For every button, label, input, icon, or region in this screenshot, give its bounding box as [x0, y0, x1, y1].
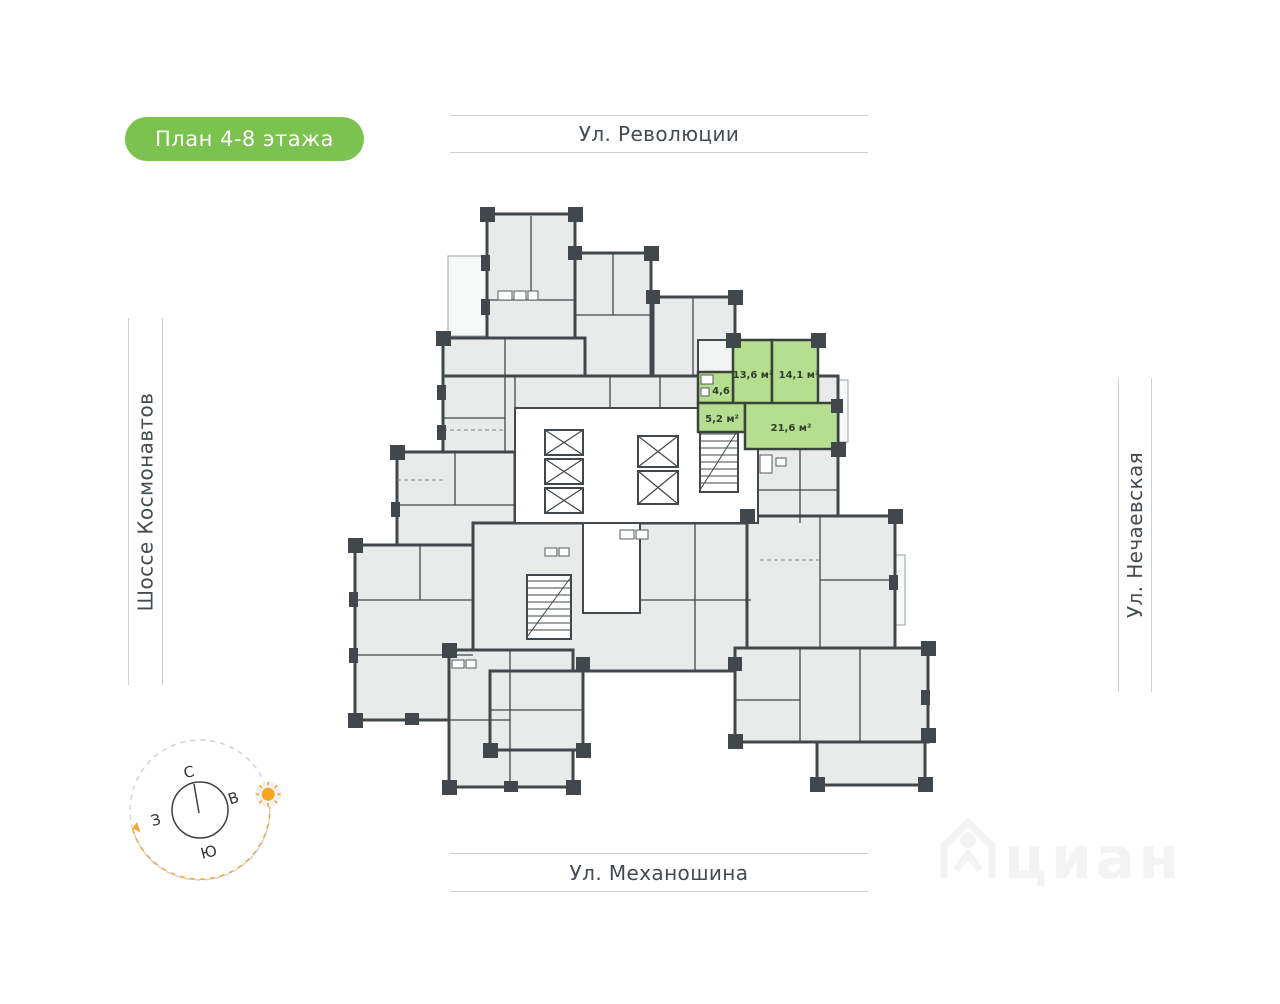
street-name: Ул. Революции [578, 122, 740, 146]
room-area-label: 13,6 м² [732, 370, 774, 381]
highlighted-apartment [698, 340, 838, 449]
compass-west: З [148, 810, 163, 831]
room-area-label: 14,1 м² [778, 370, 820, 381]
stairwell [700, 428, 738, 492]
elevator-icon [638, 436, 678, 467]
street-name: Ул. Механошина [569, 860, 749, 885]
room-area-label: 21,6 м² [770, 423, 812, 434]
room-area-label: 5,2 м² [705, 414, 739, 425]
street-name: Ул. Нечаевская [1123, 451, 1148, 619]
compass-dial [172, 782, 228, 838]
elevator-icon [545, 459, 583, 484]
compass-south: Ю [198, 841, 219, 863]
elevator-icon [545, 430, 583, 455]
watermark-text: циан [1004, 824, 1183, 892]
cian-logo-icon [944, 822, 992, 878]
compass-east: В [225, 788, 242, 809]
cian-watermark [944, 822, 1183, 892]
compass-north: С [181, 762, 196, 783]
street-name: Шоссе Космонавтов [133, 392, 158, 611]
stairwell [527, 575, 571, 639]
sun-icon [255, 781, 281, 807]
elevator-icon [638, 471, 678, 504]
compass [130, 740, 281, 880]
floor-badge: План 4-8 этажа [125, 117, 364, 161]
elevator-icon [545, 488, 583, 513]
room-area-label: 4,6 [712, 386, 730, 397]
